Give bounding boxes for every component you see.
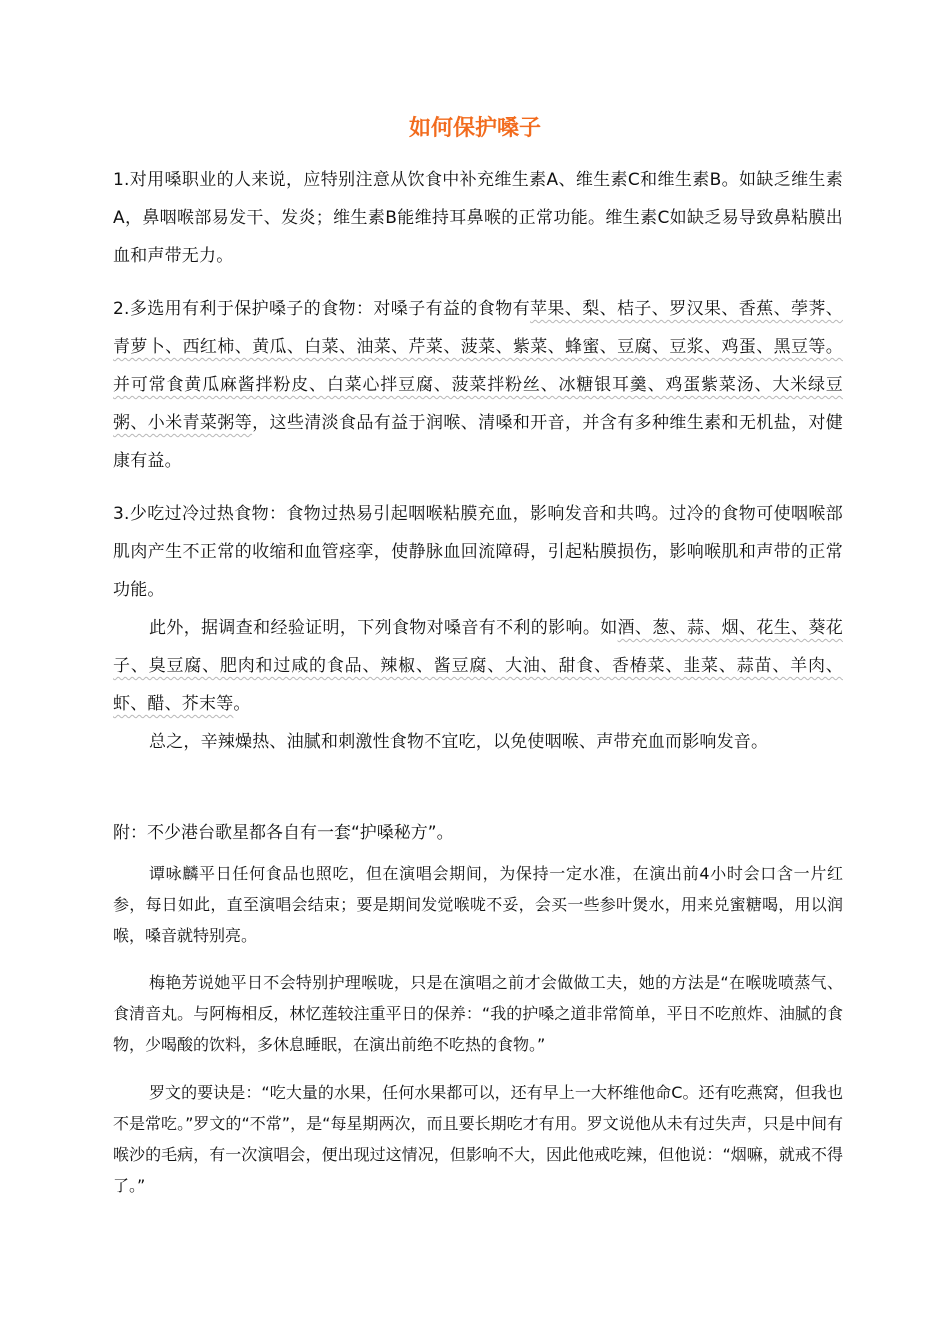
paragraph-1: 1.对用嗓职业的人来说，应特别注意从饮食中补充维生素A、维生素C和维生素B。如缺乏维生素A，鼻咽喉部易发干、发炎；维生素B能维持耳鼻喉的正常功能。维生素C如缺乏易导致鼻粘膜出血和声带无力。: [113, 170, 843, 266]
paragraph-4-tail: 。: [233, 694, 251, 714]
paragraph-2: [113, 290, 843, 480]
page-title: 如何保护嗓子: [408, 116, 541, 141]
paragraph-5: 总之，辛辣燥热、油腻和刺激性食物不宜吃，以免使咽喉、声带充血而影响发音。: [149, 732, 769, 752]
appendix-paragraph-3: 罗文的要诀是：“吃大量的水果，任何水果都可以，还有早上一大杯维他命C。还有吃燕窝，但我也不是常吃。”罗文的“不常”，是“每星期两次，而且要长期吃才有用。罗文说他从未有过失声，只是中间有喉沙的毛病，有一次演唱会，便出现过这情况，但影响不大，因此他戒吃辣，但他说：“烟嘛，就戒不得了。”: [113, 1083, 843, 1195]
paragraph-4-lead: 此外，据调查和经验证明，下列食物对嗓音有不利的影响。如: [149, 618, 618, 638]
paragraph-4-food-list: 酒、葱、蒜、烟、花生、葵花子、臭豆腐、肥肉和过咸的食品、辣椒、酱豆腐、大油、甜食、香椿菜、韭菜、蒜苗、羊肉、虾、醋、芥末等: [113, 618, 843, 714]
paragraph-4: [113, 609, 843, 723]
appendix-heading: 附：不少港台歌星都各自有一套“护嗓秘方”。: [113, 823, 454, 843]
paragraph-2-food-list: 苹果、梨、桔子、罗汉果、香蕉、荸荠、青萝卜、西红柿、黄瓜、白菜、油菜、芹菜、菠菜、紫菜、蜂蜜、豆腐、豆浆、鸡蛋、黑豆等。并可常食黄瓜麻酱拌粉皮、白菜心拌豆腐、菠菜拌粉丝、冰糖银耳羹、鸡蛋紫菜汤、大米绿豆粥、小米青菜粥等: [113, 299, 844, 433]
appendix-paragraph-1: 谭咏麟平日任何食品也照吃，但在演唱会期间，为保持一定水准，在演出前4小时会口含一片红参，每日如此，直至演唱会结束；要是期间发觉喉咙不妥，会买一些参叶煲水，用来兑蜜糖喝，用以润喉，嗓音就特别亮。: [113, 864, 843, 945]
appendix-paragraph-2: 梅艳芳说她平日不会特别护理喉咙，只是在演唱之前才会做做工夫，她的方法是“在喉咙喷蒸气、食清音丸。与阿梅相反，林忆莲较注重平日的保养：“我的护嗓之道非常简单，平日不吃煎炸、油腻的食物，少喝酸的饮料，多休息睡眠，在演出前绝不吃热的食物。”: [113, 973, 843, 1054]
paragraph-3: 3.少吃过冷过热食物：食物过热易引起咽喉粘膜充血，影响发音和共鸣。过冷的食物可使咽喉部肌肉产生不正常的收缩和血管痉挛，使静脉血回流障碍，引起粘膜损伤，影响喉肌和声带的正常功能。: [113, 504, 843, 600]
paragraph-2-tail: ，这些清淡食品有益于润喉、清嗓和开音，并含有多种维生素和无机盐，对健康有益。: [113, 413, 843, 471]
paragraph-2-lead: 2.多选用有利于保护嗓子的食物：对嗓子有益的食物有: [113, 299, 531, 319]
